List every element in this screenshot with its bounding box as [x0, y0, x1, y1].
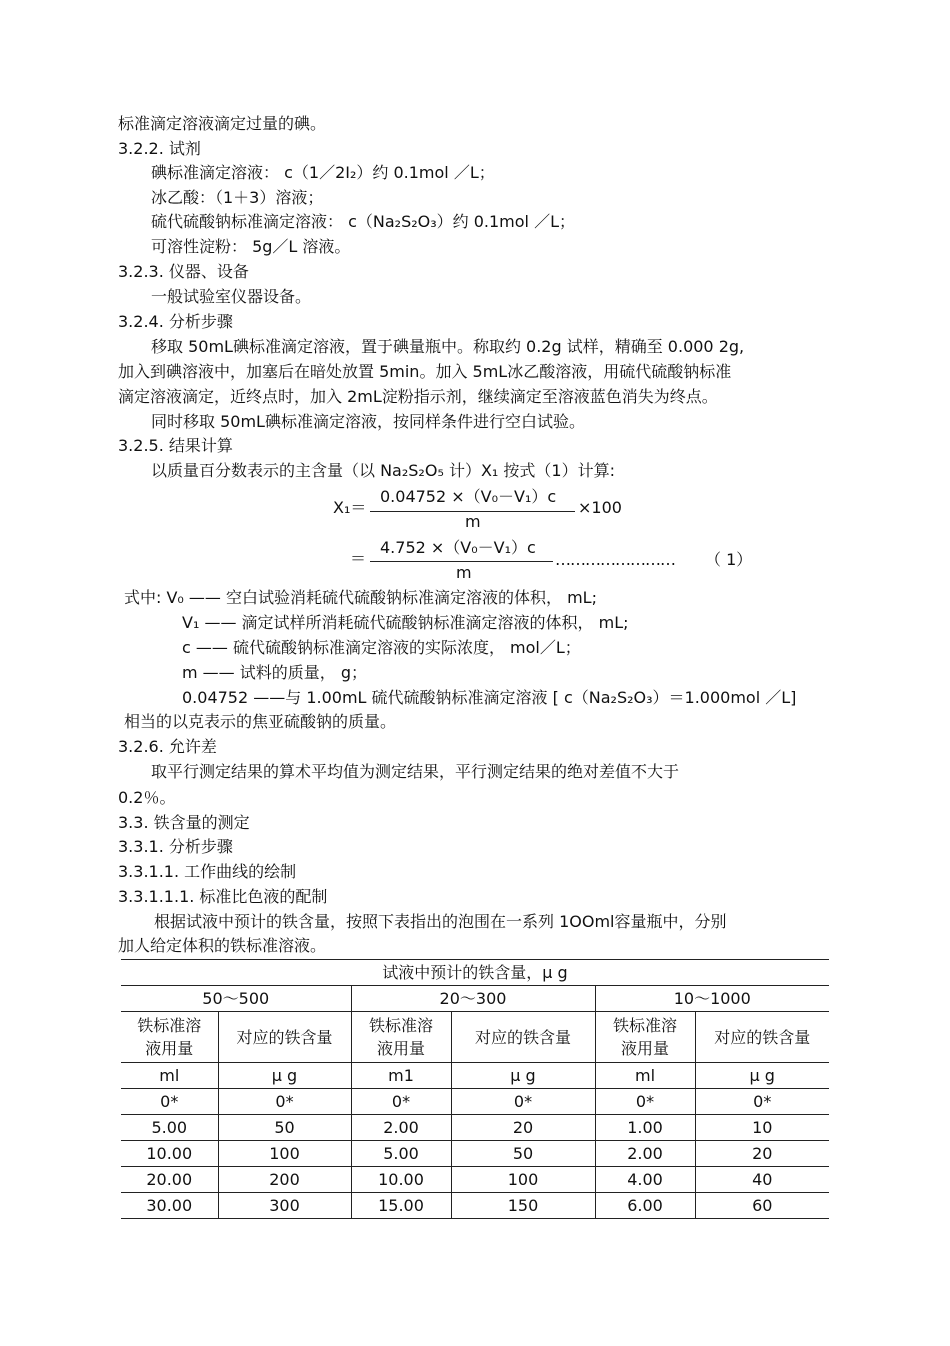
table-cell: 60: [695, 1193, 829, 1219]
formula-times-100: ×100: [578, 498, 622, 517]
table-row: [121, 1167, 829, 1193]
unit-cell: ml: [595, 1063, 695, 1089]
unit-cell: μ g: [695, 1063, 829, 1089]
col-header-volume: 铁标准溶 液用量: [351, 1012, 451, 1063]
range-header-1: 50～500: [121, 986, 351, 1012]
reagent-iodine: 碘标准滴定溶液： c（1／2I₂）约 0.1mol ／L；: [151, 163, 495, 182]
col-header-volume: 铁标准溶 液用量: [595, 1012, 695, 1063]
formula-numerator-2: 4.752 ×（V₀－V₁）c: [380, 538, 536, 557]
tolerance-line-1: 取平行测定结果的算术平均值为测定结果，平行测定结果的绝对差值不大于: [151, 762, 680, 781]
table-cell: 300: [218, 1193, 351, 1219]
range-header-2: 20～300: [351, 986, 595, 1012]
table-cell: 200: [218, 1167, 351, 1193]
table-row: [121, 1193, 829, 1219]
table-cell: 50: [218, 1115, 351, 1141]
procedure-line-2: 加入到碘溶液中，加塞后在暗处放置 5min。加入 5mL冰乙酸溶液，用硫代硫酸钠标准: [118, 362, 732, 381]
preparation-line-1: 根据试液中预计的铁含量，按照下表指出的泡围在一系列 1OOml容量瓶中，分别: [154, 912, 727, 931]
table-cell: 2.00: [595, 1141, 695, 1167]
col-header-amount: 对应的铁含量: [218, 1012, 351, 1063]
table-cell: 100: [218, 1141, 351, 1167]
where-m: m —— 试料的质量， g；: [182, 663, 368, 682]
table-cell: 100: [451, 1167, 595, 1193]
calc-intro: 以质量百分数表示的主含量（以 Na₂S₂O₅ 计）X₁ 按式（1）计算:: [151, 461, 615, 480]
table-row: [121, 1115, 829, 1141]
table-cell: 0*: [451, 1089, 595, 1115]
table-cell: 30.00: [121, 1193, 218, 1219]
heading-3-2-2: 3.2.2. 试剂: [118, 139, 201, 158]
table-cell: 0*: [595, 1089, 695, 1115]
table-cell: 0*: [121, 1089, 218, 1115]
table-cell: 1.00: [595, 1115, 695, 1141]
reagent-acetic-acid: 冰乙酸：（1＋3）溶液；: [151, 188, 324, 207]
table-cell: 10: [695, 1115, 829, 1141]
equipment-text: 一般试验室仪器设备。: [151, 287, 312, 306]
where-v0: 式中: V₀ —— 空白试验消耗硫代硫酸钠标准滴定溶液的体积， mL;: [124, 588, 597, 607]
fraction-bar-2: [370, 561, 553, 562]
formula-lhs: X₁＝: [333, 498, 367, 517]
table-row: [121, 1089, 829, 1115]
unit-cell: ml: [121, 1063, 218, 1089]
procedure-line-1: 移取 50mL碘标准滴定溶液，置于碘量瓶中。称取约 0.2g 试样，精确至 0.000 2g,: [151, 337, 745, 356]
unit-cell: m1: [351, 1063, 451, 1089]
table-cell: 40: [695, 1167, 829, 1193]
formula-denominator-1: m: [465, 512, 481, 531]
table-cell: 5.00: [121, 1115, 218, 1141]
heading-3-3-1-1: 3.3.1.1. 工作曲线的绘制: [118, 862, 297, 881]
table-cell: 50: [451, 1141, 595, 1167]
heading-3-3-1: 3.3.1. 分析步骤: [118, 837, 233, 856]
reagent-starch: 可溶性淀粉： 5g／L 溶液。: [151, 237, 351, 256]
where-constant-cont: 相当的以克表示的焦亚硫酸钠的质量。: [124, 712, 397, 731]
table-cell: 10.00: [351, 1167, 451, 1193]
table-cell: 20: [695, 1141, 829, 1167]
where-c: c —— 硫代硫酸钠标准滴定溶液的实际浓度， mol／L；: [182, 638, 581, 657]
table-row: [121, 1141, 829, 1167]
heading-3-2-5: 3.2.5. 结果计算: [118, 436, 233, 455]
col-header-volume: 铁标准溶 液用量: [121, 1012, 218, 1063]
heading-3-2-3: 3.2.3. 仪器、设备: [118, 262, 249, 281]
unit-cell: μ g: [451, 1063, 595, 1089]
reagent-thiosulfate: 硫代硫酸钠标准滴定溶液： c（Na₂S₂O₃）约 0.1mol ／L；: [151, 212, 576, 231]
table-cell: 10.00: [121, 1141, 218, 1167]
table-cell: 150: [451, 1193, 595, 1219]
formula-leader-dots: ……………………: [555, 550, 675, 569]
col-header-amount: 对应的铁含量: [695, 1012, 829, 1063]
col-header-amount: 对应的铁含量: [451, 1012, 595, 1063]
table-cell: 2.00: [351, 1115, 451, 1141]
heading-3-2-6: 3.2.6. 允许差: [118, 737, 217, 756]
table-cell: 4.00: [595, 1167, 695, 1193]
unit-cell: μ g: [218, 1063, 351, 1089]
blank-test-text: 同时移取 50mL碘标准滴定溶液，按同样条件进行空白试验。: [151, 412, 585, 431]
table-cell: 5.00: [351, 1141, 451, 1167]
range-header-3: 10～1000: [595, 986, 829, 1012]
table-title: 试液中预计的铁含量，μ g: [121, 960, 829, 986]
table-cell: 20: [451, 1115, 595, 1141]
where-constant: 0.04752 ——与 1.00mL 硫代硫酸钠标准滴定溶液 [ c（Na₂S₂O₃）＝1.000mol ／L]: [182, 688, 797, 707]
preparation-line-2: 加人给定体积的铁标准溶液。: [118, 936, 327, 955]
iron-standard-table: [121, 959, 829, 1219]
table-cell: 6.00: [595, 1193, 695, 1219]
formula-equation-number: （ 1）: [705, 550, 753, 569]
heading-3-2-4: 3.2.4. 分析步骤: [118, 312, 233, 331]
table-cell: 0*: [695, 1089, 829, 1115]
formula-numerator-1: 0.04752 ×（V₀－V₁）c: [380, 487, 557, 506]
table-cell: 20.00: [121, 1167, 218, 1193]
paragraph-continuation: 标准滴定溶液滴定过量的碘。: [118, 114, 327, 133]
heading-3-3-1-1-1: 3.3.1.1.1. 标准比色液的配制: [118, 887, 328, 906]
formula-denominator-2: m: [456, 563, 472, 582]
heading-3-3: 3.3. 铁含量的测定: [118, 813, 250, 832]
tolerance-line-2: 0.2％。: [118, 788, 176, 807]
table-cell: 0*: [218, 1089, 351, 1115]
procedure-line-3: 滴定溶液滴定，近终点时，加入 2mL淀粉指示剂，继续滴定至溶液蓝色消失为终点。: [118, 387, 718, 406]
formula-equals-2: ＝: [350, 549, 367, 568]
table-cell: 0*: [351, 1089, 451, 1115]
table-cell: 15.00: [351, 1193, 451, 1219]
where-v1: V₁ —— 滴定试样所消耗硫代硫酸钠标准滴定溶液的体积， mL;: [182, 613, 629, 632]
